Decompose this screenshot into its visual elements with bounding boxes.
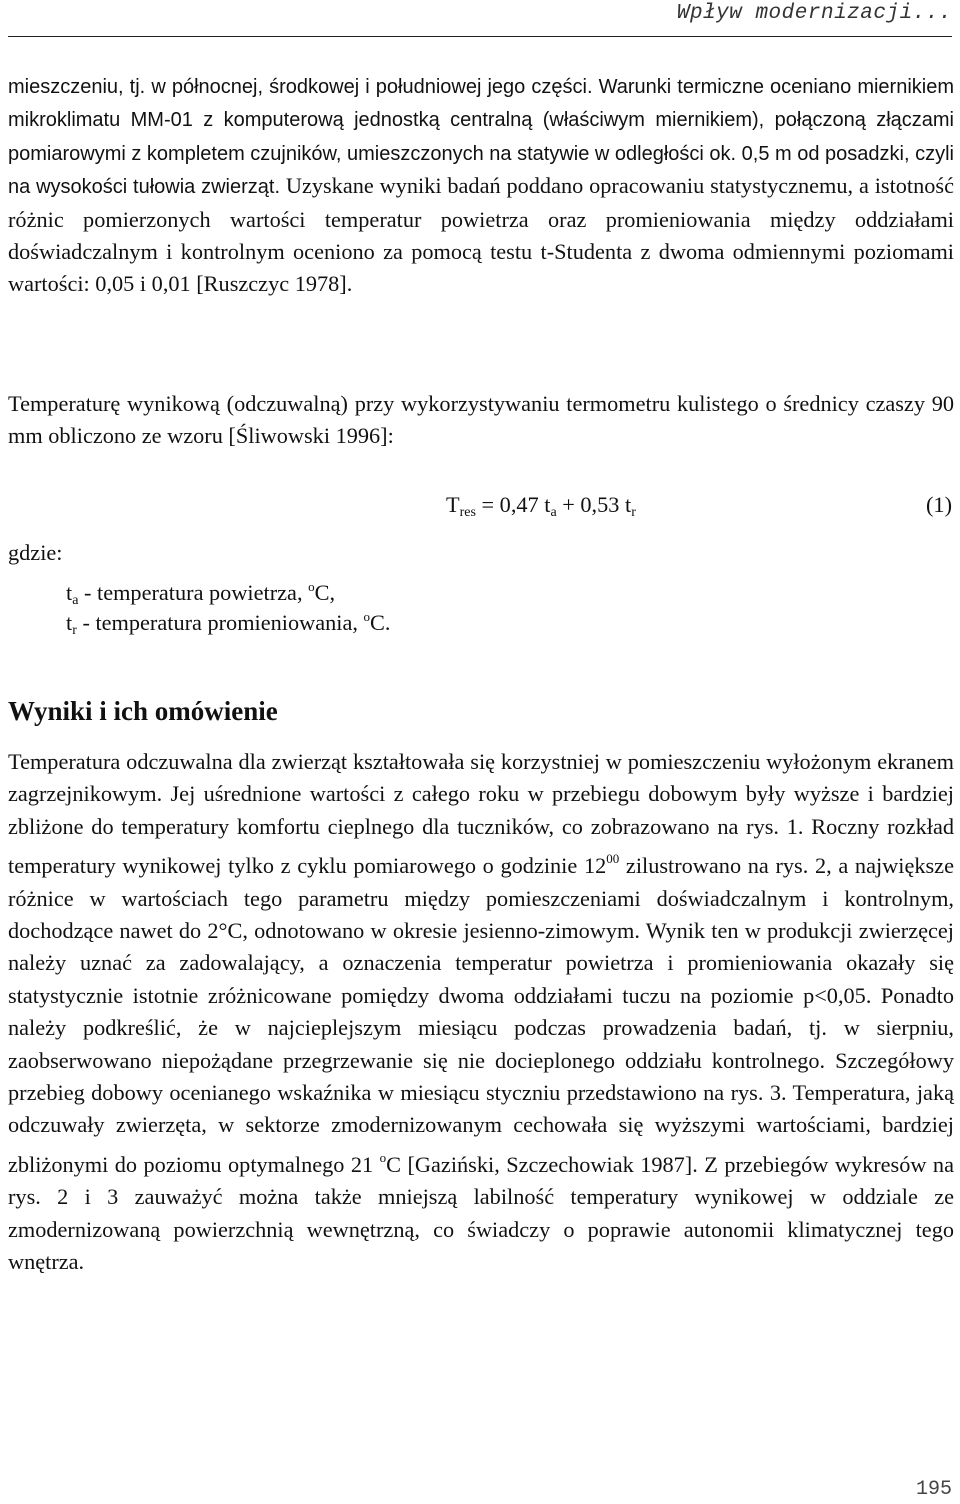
legend-unit: C.	[370, 610, 391, 635]
paragraph-methods	[8, 70, 954, 301]
equation-1	[446, 492, 636, 521]
paragraph-results-part-c: C [Gaziński, Szczechowiak 1987]. Z przebiegów wykresów na rys. 2 i 3 zauważyć można także mniejszą labilność temperatury wynikowej w oddziale ze zmodernizowaną powierzchnią wewnętrzną, co świadczy o poprawie autonomii klimatycznej tego wnętrza.	[8, 1151, 954, 1275]
paragraph-methods-part-a: mieszczeniu, tj. w północnej, środkowej i południowej jego części. Warunki termiczne oceniano miernikiem mikroklimatu MM-01 z komputerową jednostką centralną (właściwym miernikiem), połączoną złączami pomiarowymi z kompletem czujników, umieszczonych na statywie w odległości ok. 0,5 m od posadzki, czyli na wysokości tułowia zwierząt.	[8, 76, 954, 199]
header-rule	[8, 36, 952, 37]
section-heading: Wyniki i ich omówienie	[8, 696, 278, 726]
legend-unit: C,	[314, 580, 336, 605]
legend-symbol: t	[66, 610, 73, 635]
legend-item-air-temperature	[66, 579, 335, 609]
formula-term-2: + 0,53 t	[556, 492, 632, 517]
legend-text: - temperatura powietrza,	[78, 580, 309, 605]
paragraph-results	[8, 746, 954, 1279]
equation-number: (1)	[926, 492, 952, 517]
running-header: Wpływ modernizacji...	[676, 2, 952, 25]
legend-intro: gdzie:	[8, 540, 63, 565]
legend-symbol: t	[66, 580, 73, 605]
paragraph-results-part-b: zilustrowano na rys. 2, a największe różnice w wartościach tego parametru między pomieszczeniami doświadczalnym i kontrolnym, dochodzące nawet do 2°C, odnotowano w okresie jesienno-zimowym. Wynik ten w produkcji zwierzęcej należy uznać za zadowalający, a oznaczenia temperatur powietrza i promieniowania okazały się statystycznie istotnie zróżnicowane pomiędzy dwoma oddziałami tuczu na poziomie p<0,05. Ponadto należy podkreślić, że w najcieplejszym miesiącu podczas prowadzenia badań, tj. w sierpniu, zaobserwowano niepożądane przegrzewanie się nie docieplonego oddziału kontrolnego. Szczegółowy przebieg dobowy ocenianego wskaźnika w miesiącu styczniu przedstawiono na rys. 3. Temperatura, jaką odczuwały zwierzęta, w sektorze zmodernizowanym cechowała się wyższymi wartościami, bardziej zbliżonymi do poziomu optymalnego 21	[8, 853, 954, 1177]
degree-sign: o	[308, 579, 315, 594]
paragraph-formula-intro: Temperaturę wynikową (odczuwalną) przy wykorzystywaniu termometru kulistego o średnicy czaszy 90 mm obliczono ze wzoru [Śliwowski 1996]:	[8, 391, 954, 449]
degree-sign: o	[363, 609, 371, 624]
superscript-minutes: 00	[606, 851, 620, 867]
legend-symbol-sub: r	[72, 623, 77, 638]
legend-symbol-sub: a	[72, 593, 79, 608]
formula-sub-r: r	[631, 505, 636, 520]
legend-item-radiation-temperature	[66, 609, 390, 639]
formula-lhs-sub: res	[459, 505, 476, 520]
formula-lhs: T	[446, 492, 460, 517]
formula-sub-a: a	[550, 505, 557, 520]
page-number: 195	[915, 1478, 952, 1501]
legend-text: - temperatura promieniowania,	[76, 610, 364, 635]
degree-sign: o	[379, 1149, 387, 1165]
formula-term-1: = 0,47 t	[475, 492, 551, 517]
paragraph-results-part-a: Temperatura odczuwalna dla zwierząt kształtowała się korzystniej w pomieszczeniu wyłożonym ekranem zagrzejnikowym. Jej uśrednione wartości z całego roku w przebiegu dobowym były wyższe i bardziej zbliżone do temperatury komfortu cieplnego dla tuczników, co zobrazowano na rys. 1. Roczny rozkład temperatury wynikowej tylko z cyklu pomiarowego o godzinie 12	[8, 749, 954, 879]
paragraph-methods-part-b: Uzyskane wyniki badań poddano opracowaniu statystycznemu, a istotność różnic pomierzonych wartości temperatur powietrza oraz promieniowania między oddziałami doświadczalnym i kontrolnym oceniono za pomocą testu t-Studenta z dwoma odmiennymi poziomami wartości: 0,05 i 0,01 [Ruszczyc 1978].	[8, 173, 954, 297]
